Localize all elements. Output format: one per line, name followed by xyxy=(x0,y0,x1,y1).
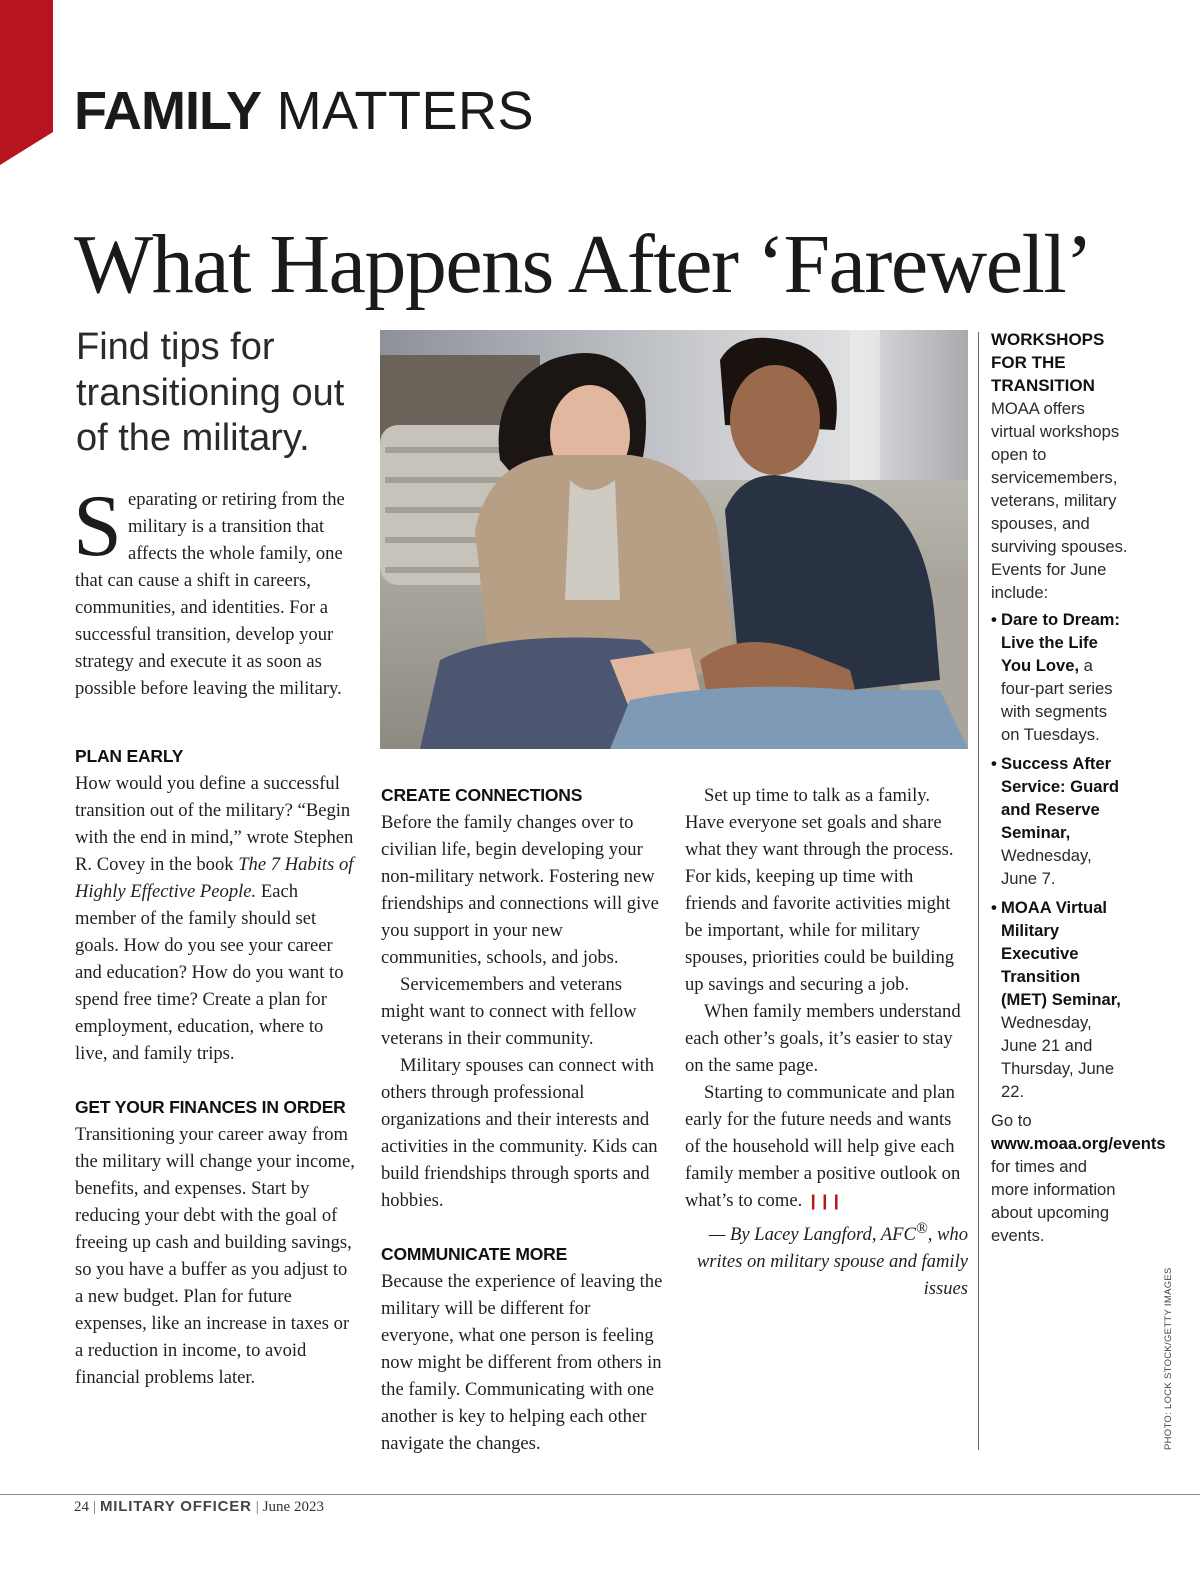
section-header-bold: FAMILY xyxy=(74,81,262,141)
byline-reg-mark: ® xyxy=(915,1220,928,1237)
event-detail: a four-part series with segments on Tuesdays. xyxy=(1001,656,1113,744)
magazine-name: MILITARY OFFICER xyxy=(100,1498,252,1515)
finances-paragraph: Transitioning your career away from the military will change your income, benefits, and expenses. Start by reducing your debt with the goal of freeing up cash and building savings, so you have a buffer as you adjust to a new budget. Plan for future expenses, like an increase in taxes or a reduction in income, to avoid financial problems later. xyxy=(75,1124,355,1388)
sidebar-event-item xyxy=(991,752,1129,890)
connections-paragraph-2: Servicemembers and veterans might want to connect with fellow veterans in their community. xyxy=(381,974,637,1049)
moaa-events-link[interactable]: www.moaa.org/events xyxy=(991,1134,1166,1153)
issue-date: June 2023 xyxy=(262,1499,324,1515)
intro-text: eparating or retiring from the military is a transition that affects the whole family, one that can cause a shift in careers, communities, and identities. For a successful transition, develop your strategy and execute it as soon as possible before leaving the military. xyxy=(75,489,345,699)
event-name: Dare to Dream: Live the Life You Love, xyxy=(1001,610,1120,675)
sidebar-intro: MOAA offers virtual workshops open to servicemembers, veterans, military spouses, and surviving spouses. Events for June include: xyxy=(991,399,1128,602)
article-photo xyxy=(380,330,968,749)
finances-heading: GET YOUR FINANCES IN ORDER xyxy=(75,1097,346,1117)
drop-cap: S xyxy=(73,478,122,575)
plan-early-paragraph xyxy=(75,770,360,1067)
page-number: 24 xyxy=(74,1499,89,1515)
sidebar-outro-after: for times and more information about upcoming events. xyxy=(991,1157,1116,1245)
sidebar-outro xyxy=(991,1109,1166,1247)
byline-rest: , who writes on military spouse and family issues xyxy=(696,1224,968,1300)
communicate-paragraph-3: When family members understand each other’s goals, it’s easier to stay on the same page. xyxy=(685,1001,961,1076)
book-title: The 7 Habits of Highly Effective People. xyxy=(75,854,354,902)
photo-illustration xyxy=(380,330,968,749)
sidebar-divider xyxy=(978,332,979,1450)
sidebar-title: WORKSHOPS FOR THE TRANSITION xyxy=(991,330,1105,395)
plan-early-text-after: Each member of the family should set goals. How do you see your career and education? How do you want to spend free time? Create a plan for employment, education, where to live, and family trips. xyxy=(75,881,344,1064)
sidebar-event-list xyxy=(991,608,1129,1103)
plan-early-text-before: How would you define a successful transition out of the military? “Begin with the end in mind,” wrote Stephen R. Covey in the book xyxy=(75,773,354,875)
sidebar-event-item xyxy=(991,608,1129,746)
column-1 xyxy=(73,478,360,1391)
event-detail: Wednesday, June 21 and Thursday, June 22. xyxy=(1001,1013,1115,1101)
connections-heading: CREATE CONNECTIONS xyxy=(381,785,583,805)
end-mark-icon: ❙❙❙ xyxy=(806,1193,842,1210)
communicate-heading: COMMUNICATE MORE xyxy=(381,1244,568,1264)
event-detail: Wednesday, June 7. xyxy=(1001,846,1092,888)
byline-lead: — By Lacey Langford, AFC xyxy=(708,1224,916,1246)
sidebar-event-item xyxy=(991,896,1129,1103)
section-header-light: MATTERS xyxy=(276,81,535,141)
event-name: Success After Service: Guard and Reserve Seminar, xyxy=(1001,754,1120,842)
column-2 xyxy=(381,782,666,1457)
intro-paragraph xyxy=(73,478,360,702)
section-color-tab xyxy=(0,0,53,165)
footer-separator: | xyxy=(93,1499,97,1515)
section-header xyxy=(74,80,534,142)
column-3 xyxy=(685,782,968,1302)
article-deck: Find tips for transitioning out of the military. xyxy=(76,326,345,459)
article-headline: What Happens After ‘Farewell’ xyxy=(74,218,1092,311)
page-footer xyxy=(74,1497,324,1517)
communicate-paragraph-2: Set up time to talk as a family. Have everyone set goals and share what they want through the process. For kids, keeping up time with friends and favorite activities might be important, while for military spouses, priorities could be building up savings and securing a job. xyxy=(685,785,955,995)
connections-paragraph-1: Before the family changes over to civilian life, begin developing your non-military network. Fostering new friendships and connections will give you support in your new communities, schools, and jobs. xyxy=(381,812,659,968)
photo-credit: PHOTO: LOCK STOCK/GETTY IMAGES xyxy=(1163,1267,1174,1450)
footer-separator: | xyxy=(255,1499,259,1515)
footer-rule xyxy=(0,1494,1200,1495)
communicate-text-4: Starting to communicate and plan early for the future needs and wants of the household will help give each family member a positive outlook on what’s to come. xyxy=(685,1082,961,1211)
communicate-paragraph-1: Because the experience of leaving the military will be different for everyone, what one person is feeling now might be different from others in the family. Communicating with one another is key to helping each other navigate the changes. xyxy=(381,1271,663,1454)
sidebar-workshops xyxy=(991,328,1166,1247)
event-name: MOAA Virtual Military Executive Transition (MET) Seminar, xyxy=(1001,898,1121,1009)
communicate-paragraph-4 xyxy=(685,1079,968,1215)
plan-early-heading: PLAN EARLY xyxy=(75,746,184,766)
byline xyxy=(685,1215,968,1302)
sidebar-outro-before: Go to xyxy=(991,1111,1032,1130)
connections-paragraph-3: Military spouses can connect with others through professional organizations and their interests and activities in the community. Kids can build friendships through sports and hobbies. xyxy=(381,1055,658,1211)
